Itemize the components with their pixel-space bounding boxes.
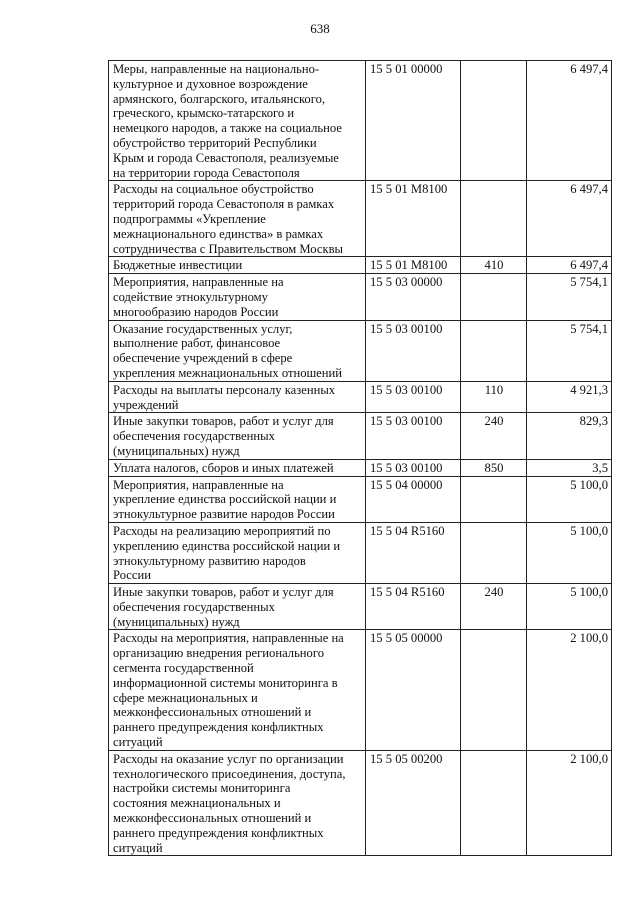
row-name-line: обеспечения государственных [113, 599, 275, 614]
row-name-line: Расходы на реализацию мероприятий по [113, 523, 331, 538]
row-name-line: Расходы на оказание услуг по организации [113, 751, 344, 766]
row-name-cell [109, 413, 366, 459]
row-code-cell: 15 5 04 00000 [366, 476, 461, 522]
row-name-line: межконфессиональных отношений и [113, 705, 312, 720]
row-expense-type-cell [461, 274, 527, 320]
table-row [109, 413, 612, 459]
row-name-line: территорий города Севастополя в рамках [113, 197, 335, 212]
row-name-cell [109, 257, 366, 274]
row-name-line: Расходы на мероприятия, направленные на [113, 631, 344, 646]
table-row [109, 61, 612, 181]
row-amount-cell: 829,3 [527, 413, 612, 459]
row-name-line: обеспечение учреждений в сфере [113, 351, 293, 366]
row-amount-cell: 5 100,0 [527, 476, 612, 522]
row-name-line: Мероприятия, направленные на [113, 275, 284, 290]
row-name-line: организацию внедрения регионального [113, 646, 324, 661]
row-name-line: Крым и города Севастополя, реализуемые [113, 150, 339, 165]
row-code-cell: 15 5 03 00100 [366, 413, 461, 459]
row-name-line: ситуаций [113, 735, 163, 750]
row-name-line: учреждений [113, 397, 179, 412]
table-row [109, 320, 612, 381]
row-expense-type-cell: 850 [461, 459, 527, 476]
row-name-line: межконфессиональных отношений и [113, 811, 312, 826]
row-code-cell: 15 5 03 00000 [366, 274, 461, 320]
row-name-cell [109, 181, 366, 257]
table-row [109, 257, 612, 274]
row-name-line: укрепление единства российской нации и [113, 492, 337, 507]
row-expense-type-cell [461, 181, 527, 257]
row-name-line: выполнение работ, финансовое [113, 336, 281, 351]
row-name-line: сфере межнациональных и [113, 690, 258, 705]
row-name-cell [109, 476, 366, 522]
row-name-line: Меры, направленные на национально- [113, 62, 320, 76]
row-name-line: сегмента государственной [113, 661, 254, 676]
row-name-line: этнокультурное развитие народов России [113, 507, 335, 522]
row-amount-cell: 5 754,1 [527, 274, 612, 320]
row-name-line: армянского, болгарского, итальянского, [113, 91, 326, 106]
table-row [109, 274, 612, 320]
row-name-line: содействие этнокультурному [113, 289, 268, 304]
row-expense-type-cell: 240 [461, 584, 527, 630]
row-name-cell [109, 584, 366, 630]
row-name-cell [109, 522, 366, 583]
row-expense-type-cell: 410 [461, 257, 527, 274]
row-expense-type-cell [461, 320, 527, 381]
row-amount-cell: 2 100,0 [527, 750, 612, 856]
table-row [109, 522, 612, 583]
row-amount-cell: 4 921,3 [527, 381, 612, 413]
row-amount-cell: 5 100,0 [527, 584, 612, 630]
row-code-cell: 15 5 04 R5160 [366, 584, 461, 630]
row-name-cell [109, 381, 366, 413]
row-expense-type-cell [461, 476, 527, 522]
row-amount-cell: 6 497,4 [527, 257, 612, 274]
row-name-line: Расходы на выплаты персоналу казенных [113, 382, 336, 397]
row-name-line: (муниципальных) нужд [113, 443, 240, 458]
row-name-line: обеспечения государственных [113, 429, 275, 444]
row-name-line: укрепления межнациональных отношений [113, 365, 342, 380]
row-name-line: технологического присоединения, доступа, [113, 766, 346, 781]
row-name-line: Иные закупки товаров, работ и услуг для [113, 414, 334, 429]
row-name-line: раннего предупреждения конфликтных [113, 720, 324, 735]
budget-table-body [109, 61, 612, 856]
row-code-cell: 15 5 04 R5160 [366, 522, 461, 583]
row-amount-cell: 3,5 [527, 459, 612, 476]
row-name-line: сотрудничества с Правительством Москвы [113, 241, 344, 256]
row-name-cell [109, 274, 366, 320]
row-name-line: этнокультурному развитию народов [113, 553, 306, 568]
row-expense-type-cell [461, 522, 527, 583]
row-expense-type-cell [461, 61, 527, 181]
row-code-cell: 15 5 05 00200 [366, 750, 461, 856]
row-name-line: Уплата налогов, сборов и иных платежей [113, 460, 334, 475]
row-name-line: обустройство территорий Республики [113, 135, 317, 150]
row-amount-cell: 5 754,1 [527, 320, 612, 381]
row-name-line: укреплению единства российской нации и [113, 538, 341, 553]
row-name-line: России [113, 568, 151, 583]
row-code-cell: 15 5 01 00000 [366, 61, 461, 181]
row-name-line: Мероприятия, направленные на [113, 477, 284, 492]
row-name-cell [109, 459, 366, 476]
row-code-cell: 15 5 03 00100 [366, 381, 461, 413]
table-row [109, 381, 612, 413]
page-number: 638 [310, 21, 330, 36]
row-name-line: Бюджетные инвестиции [113, 258, 243, 273]
row-name-cell [109, 320, 366, 381]
row-name-line: Расходы на социальное обустройство [113, 182, 314, 197]
table-row [109, 476, 612, 522]
row-amount-cell: 6 497,4 [527, 181, 612, 257]
row-name-line: немецкого народов, а также на социальное [113, 121, 342, 136]
table-row [109, 181, 612, 257]
row-name-line: раннего предупреждения конфликтных [113, 825, 324, 840]
row-name-cell [109, 61, 366, 181]
row-expense-type-cell [461, 750, 527, 856]
row-code-cell: 15 5 01 M8100 [366, 181, 461, 257]
row-name-line: многообразию народов России [113, 304, 279, 319]
row-name-cell [109, 630, 366, 750]
row-code-cell: 15 5 01 M8100 [366, 257, 461, 274]
row-name-line: настройки системы мониторинга [113, 781, 291, 796]
budget-table [108, 60, 612, 856]
row-name-line: греческого, крымско-татарского и [113, 106, 295, 121]
row-code-cell: 15 5 03 00100 [366, 320, 461, 381]
row-expense-type-cell: 110 [461, 381, 527, 413]
row-name-line: подпрограммы «Укрепление [113, 211, 266, 226]
row-amount-cell: 6 497,4 [527, 61, 612, 181]
row-name-line: межнационального единства» в рамках [113, 226, 324, 241]
row-expense-type-cell: 240 [461, 413, 527, 459]
row-expense-type-cell [461, 630, 527, 750]
row-code-cell: 15 5 03 00100 [366, 459, 461, 476]
row-name-line: на территории города Севастополя [113, 165, 300, 180]
row-name-line: Иные закупки товаров, работ и услуг для [113, 585, 334, 600]
row-amount-cell: 2 100,0 [527, 630, 612, 750]
row-code-cell: 15 5 05 00000 [366, 630, 461, 750]
row-amount-cell: 5 100,0 [527, 522, 612, 583]
row-name-line: Оказание государственных услуг, [113, 321, 293, 336]
table-row [109, 750, 612, 856]
row-name-line: информационной системы мониторинга в [113, 675, 338, 690]
row-name-line: культурное и духовное возрождение [113, 76, 308, 91]
row-name-line: (муниципальных) нужд [113, 614, 240, 629]
row-name-cell [109, 750, 366, 856]
row-name-line: ситуаций [113, 840, 163, 855]
table-row [109, 630, 612, 750]
table-row [109, 459, 612, 476]
row-name-line: состояния межнациональных и [113, 796, 281, 811]
table-row [109, 584, 612, 630]
